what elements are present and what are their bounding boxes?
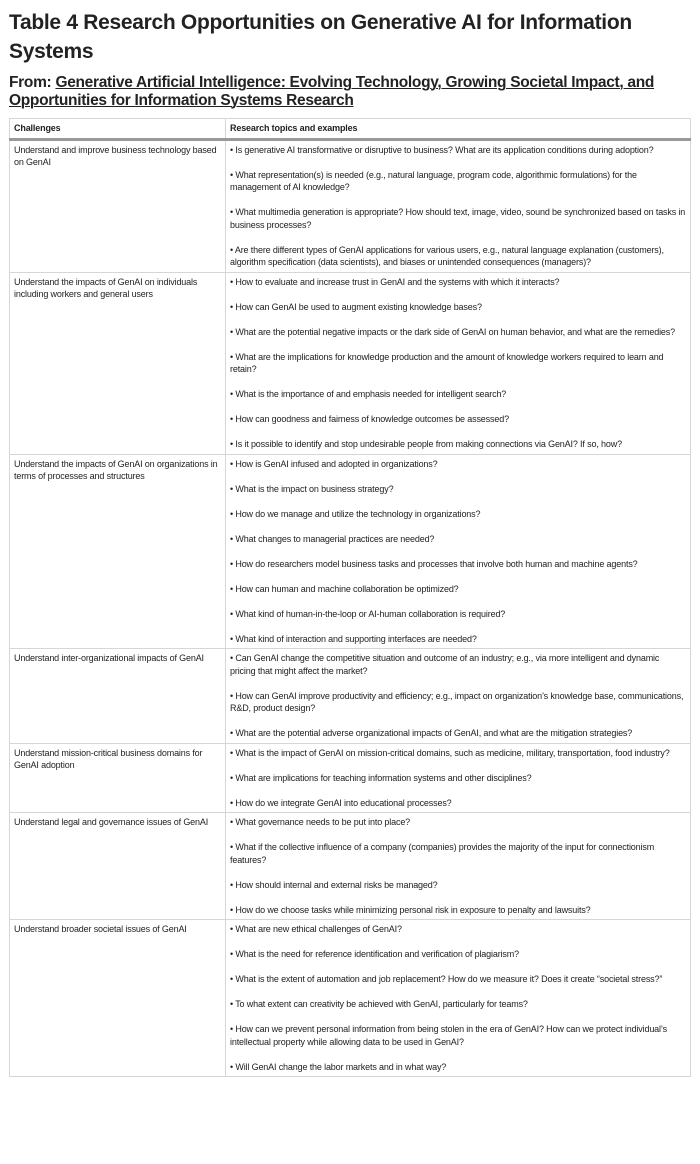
topics-cell bbox=[226, 743, 691, 813]
table-row bbox=[10, 649, 691, 744]
research-topic-item: • What changes to managerial practices are needed? bbox=[230, 533, 435, 544]
research-topic-item: • What governance needs to be put into place? bbox=[230, 817, 411, 827]
research-topic-item: • What if the collective influence of a company (companies) provides the majority of the input for connectionism features? bbox=[230, 842, 655, 865]
research-topic-item: • What are implications for teaching information systems and other disciplines? bbox=[230, 772, 532, 783]
table-row bbox=[10, 139, 691, 272]
research-topic-item: • How do we manage and utilize the technology in organizations? bbox=[230, 508, 481, 519]
table-row bbox=[10, 272, 691, 454]
topics-cell bbox=[226, 139, 691, 272]
column-header-research-topics: Research topics and examples bbox=[226, 119, 691, 140]
research-topic-item: • Can GenAI change the competitive situation and outcome of an industry; e.g., via more intelligent and dynamic pricing that might affect the market? bbox=[230, 653, 660, 676]
research-topic-item: • What are new ethical challenges of GenAI? bbox=[230, 924, 402, 934]
challenge-cell: Understand the impacts of GenAI on individuals including workers and general users bbox=[10, 272, 226, 454]
research-topic-item: • How can human and machine collaboration be optimized? bbox=[230, 583, 459, 594]
table-header-row bbox=[10, 119, 691, 140]
research-topic-item: • What are the potential adverse organizational impacts of GenAI, and what are the mitigation strategies? bbox=[230, 728, 633, 738]
research-topic-item: • To what extent can creativity be achieved with GenAI, particularly for teams? bbox=[230, 999, 528, 1009]
from-label: From: bbox=[9, 74, 52, 91]
research-topic-item: • What multimedia generation is appropriate? How should text, image, video, sound be synchronized based on tasks in business processes? bbox=[230, 207, 686, 230]
research-topic-item: • What representation(s) is needed (e.g., natural language, program code, algorithmic formulations) for the management of AI knowledge? bbox=[230, 169, 637, 192]
source-article-link[interactable]: Generative Artificial Intelligence: Evolving Technology, Growing Societal Impact, and Opportunities for Information Systems Research bbox=[9, 74, 655, 109]
topics-cell bbox=[226, 813, 691, 920]
research-topic-item: • How to evaluate and increase trust in GenAI and the systems with which it interacts? bbox=[230, 276, 560, 287]
research-topic-item: • How is GenAI infused and adopted in organizations? bbox=[230, 458, 438, 469]
research-topic-item: • How do we choose tasks while minimizing personal risk in exposure to penalty and lawsuits? bbox=[230, 904, 591, 915]
column-header-challenges: Challenges bbox=[10, 119, 226, 140]
topics-cell bbox=[226, 649, 691, 744]
research-topic-item: • What are the potential negative impacts or the dark side of GenAI on human behavior, and what are the remedies? bbox=[230, 326, 675, 337]
table-row bbox=[10, 743, 691, 813]
challenge-cell: Understand and improve business technology based on GenAI bbox=[10, 139, 226, 272]
research-topic-item: • Is generative AI transformative or disruptive to business? What are its application conditions during adoption? bbox=[230, 144, 654, 155]
challenge-cell: Understand the impacts of GenAI on organizations in terms of processes and structures bbox=[10, 454, 226, 649]
page-title: Table 4 Research Opportunities on Generative AI for Information Systems bbox=[9, 11, 632, 63]
research-topic-item: • Are there different types of GenAI applications for various users, e.g., natural language explanation (customers), algorithm specification (data scientists), and biases or unintended consequences (managers)? bbox=[230, 244, 664, 267]
research-topic-item: • What kind of interaction and supporting interfaces are needed? bbox=[230, 633, 477, 644]
challenge-cell: Understand inter-organizational impacts of GenAI bbox=[10, 649, 226, 744]
research-topic-item: • How do researchers model business tasks and processes that involve both human and machine agents? bbox=[230, 558, 638, 569]
research-topic-item: • How should internal and external risks be managed? bbox=[230, 879, 438, 890]
table-row bbox=[10, 454, 691, 649]
source-line bbox=[9, 74, 700, 110]
challenge-cell: Understand mission-critical business domains for GenAI adoption bbox=[10, 743, 226, 813]
research-topic-item: • What is the impact of GenAI on mission-critical domains, such as medicine, military, transportation, food industry? bbox=[230, 747, 670, 758]
table-row bbox=[10, 920, 691, 1077]
research-topic-item: • What is the extent of automation and job replacement? How do we measure it? Does it create “societal stress?” bbox=[230, 974, 663, 984]
research-topic-item: • How can GenAI improve productivity and efficiency; e.g., impact on organization’s knowledge base, communications, R&D, product design? bbox=[230, 690, 684, 713]
research-topic-item: • What is the need for reference identification and verification of plagiarism? bbox=[230, 949, 519, 959]
research-topic-item: • What is the importance of and emphasis needed for intelligent search? bbox=[230, 389, 507, 399]
research-topic-item: • Will GenAI change the labor markets and in what way? bbox=[230, 1061, 447, 1072]
research-opportunities-table bbox=[9, 118, 691, 1077]
research-topic-item: • How can goodness and fairness of knowledge outcomes be assessed? bbox=[230, 414, 509, 424]
research-topic-item: • Is it possible to identify and stop undesirable people from making connections via GenAI? If so, how? bbox=[230, 439, 622, 449]
topics-cell bbox=[226, 272, 691, 454]
challenge-cell: Understand broader societal issues of GenAI bbox=[10, 920, 226, 1077]
challenge-cell: Understand legal and governance issues of GenAI bbox=[10, 813, 226, 920]
research-topic-item: • How can we prevent personal information from being stolen in the era of GenAI? How can we protect individual’s intellectual property while allowing data to be used in GenAI? bbox=[230, 1024, 667, 1047]
research-topic-item: • What are the implications for knowledge production and the amount of knowledge workers required to learn and retain? bbox=[230, 351, 664, 374]
research-topic-item: • How can GenAI be used to augment existing knowledge bases? bbox=[230, 301, 482, 312]
topics-cell bbox=[226, 454, 691, 649]
table-row bbox=[10, 813, 691, 920]
research-topic-item: • What is the impact on business strategy? bbox=[230, 483, 394, 494]
topics-cell bbox=[226, 920, 691, 1077]
research-topic-item: • How do we integrate GenAI into educational processes? bbox=[230, 797, 452, 808]
research-topic-item: • What kind of human-in-the-loop or AI-human collaboration is required? bbox=[230, 608, 506, 619]
